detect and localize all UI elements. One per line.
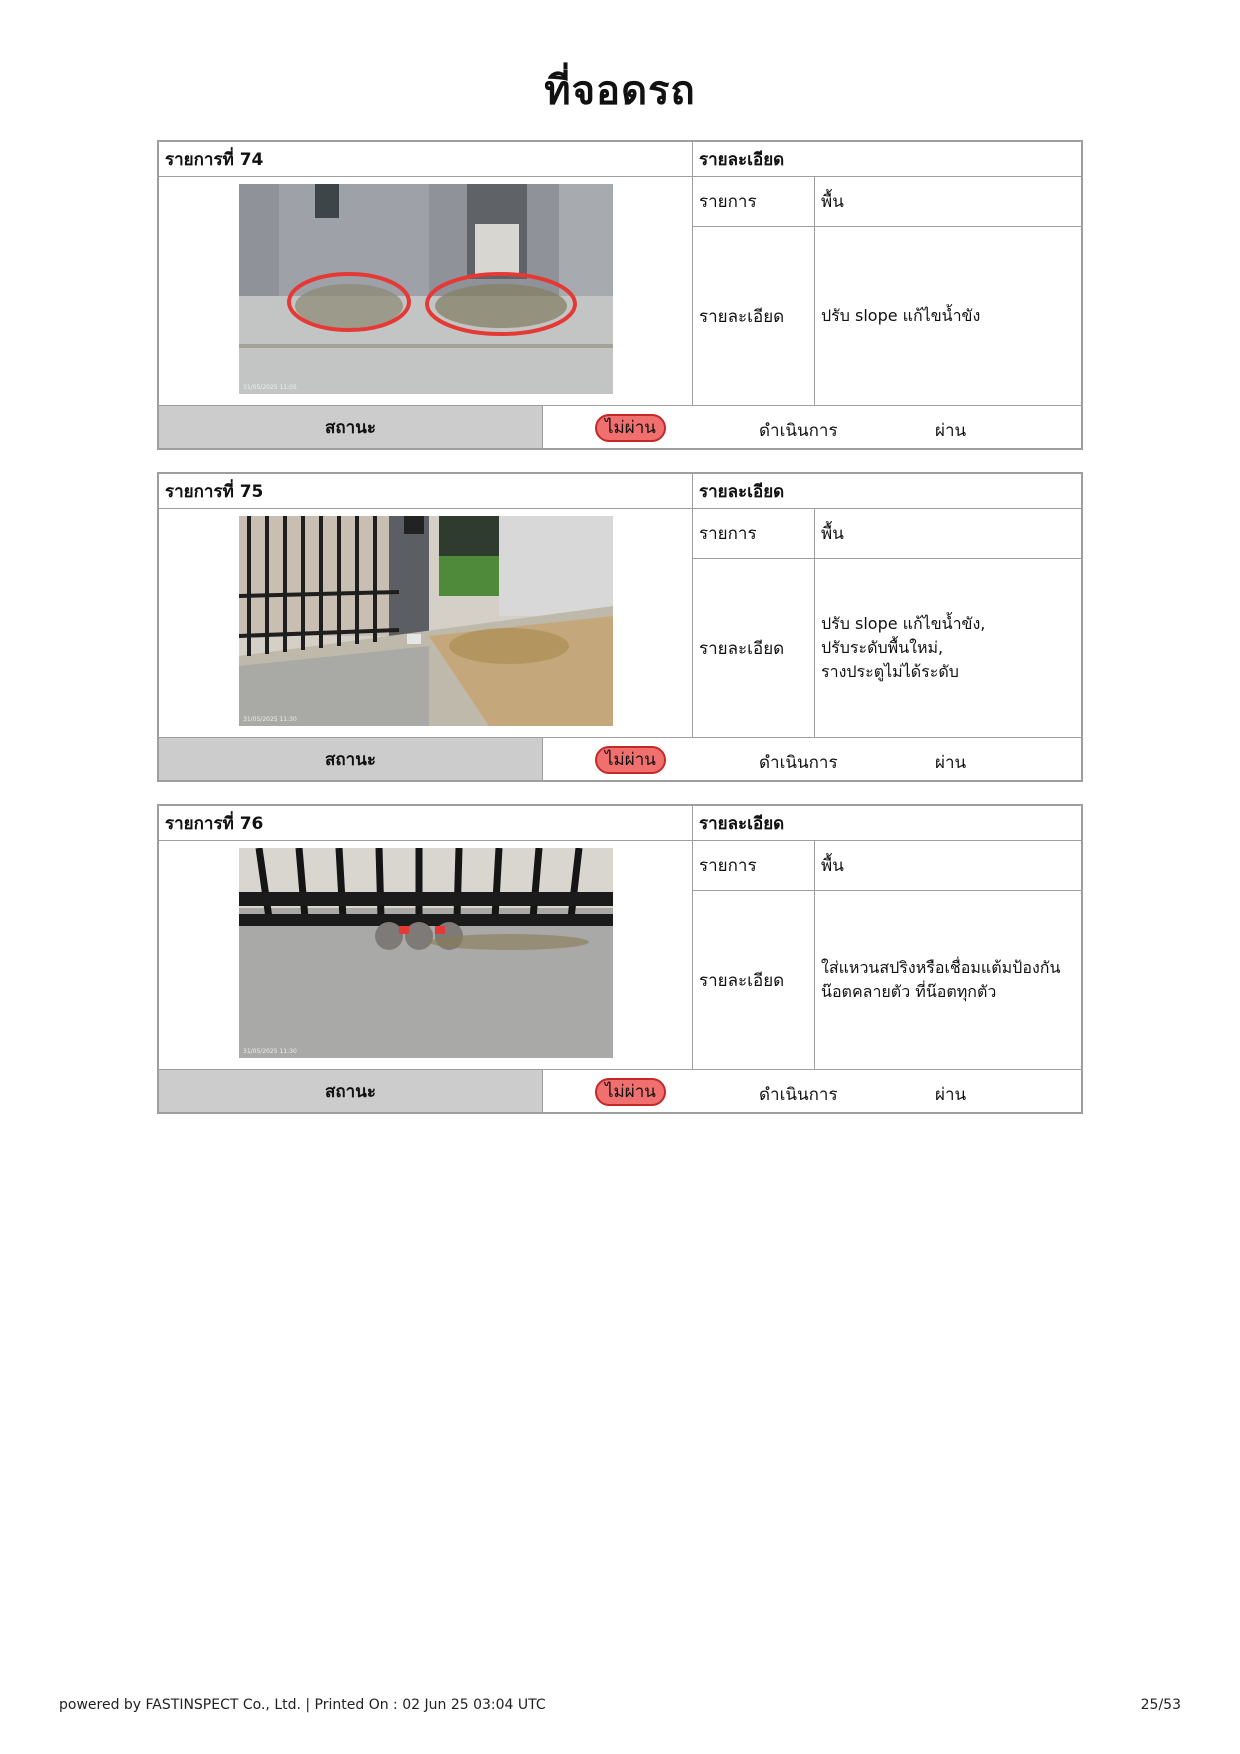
page-title: ที่จอดรถ — [544, 68, 696, 114]
detail-text: ปรับ slope แก้ไขน้ำขัง, ปรับระดับพื้นใหม่, รางประตูไม่ได้ระดับ — [821, 614, 986, 681]
defect-photo[interactable] — [239, 184, 613, 394]
detail-text: ใส่แหวนสปริงหรือเชื่อมแต้มป้องกัน น๊อตคลายตัว ที่น๊อตทุกตัว — [821, 958, 1061, 1001]
photo-timestamp: 31/05/2025 11:30 — [243, 1048, 297, 1055]
card-header — [159, 474, 1081, 509]
item-value: พื้น — [821, 856, 844, 876]
card-body — [159, 177, 1081, 406]
card-body — [159, 509, 1081, 738]
detail-label: รายละเอียด — [693, 559, 815, 737]
inspection-card-75 — [157, 472, 1083, 782]
status-label: สถานะ — [159, 1070, 543, 1112]
item-number: รายการที่ 76 — [159, 806, 693, 840]
fail-badge: ไม่ผ่าน — [595, 746, 666, 774]
detail-header: รายละเอียด — [699, 813, 785, 834]
defect-photo[interactable] — [239, 848, 613, 1058]
photo-cell — [159, 177, 693, 405]
status-row — [159, 738, 1081, 780]
action-label: ดำเนินการ — [759, 1085, 838, 1105]
item-label: รายการ — [693, 841, 815, 890]
card-header — [159, 806, 1081, 841]
inspection-card-74 — [157, 140, 1083, 450]
card-body — [159, 841, 1081, 1070]
footer-credit: powered by FASTINSPECT Co., Ltd. | Printed On : 02 Jun 25 03:04 UTC — [59, 1697, 546, 1713]
pass-label: ผ่าน — [935, 421, 967, 441]
fail-badge: ไม่ผ่าน — [595, 414, 666, 442]
action-label: ดำเนินการ — [759, 753, 838, 773]
photo-cell — [159, 509, 693, 737]
card-header — [159, 142, 1081, 177]
item-number: รายการที่ 74 — [159, 142, 693, 176]
detail-panel — [693, 177, 1081, 405]
detail-label: รายละเอียด — [693, 891, 815, 1069]
pass-label: ผ่าน — [935, 1085, 967, 1105]
action-label: ดำเนินการ — [759, 421, 838, 441]
detail-text: ปรับ slope แก้ไขน้ำขัง — [821, 306, 981, 325]
photo-timestamp: 31/05/2025 11:05 — [243, 384, 297, 391]
photo-timestamp: 31/05/2025 11:30 — [243, 716, 297, 723]
item-number: รายการที่ 75 — [159, 474, 693, 508]
page-number: 25/53 — [1140, 1697, 1181, 1713]
defect-photo[interactable] — [239, 516, 613, 726]
item-label: รายการ — [693, 177, 815, 226]
detail-header: รายละเอียด — [699, 149, 785, 170]
detail-panel — [693, 509, 1081, 737]
photo-cell — [159, 841, 693, 1069]
item-value: พื้น — [821, 192, 844, 212]
detail-panel — [693, 841, 1081, 1069]
item-label: รายการ — [693, 509, 815, 558]
status-row — [159, 406, 1081, 448]
detail-header: รายละเอียด — [699, 481, 785, 502]
status-label: สถานะ — [159, 406, 543, 448]
fail-badge: ไม่ผ่าน — [595, 1078, 666, 1106]
status-row — [159, 1070, 1081, 1112]
status-label: สถานะ — [159, 738, 543, 780]
inspection-card-76 — [157, 804, 1083, 1114]
item-value: พื้น — [821, 524, 844, 544]
pass-label: ผ่าน — [935, 753, 967, 773]
detail-label: รายละเอียด — [693, 227, 815, 405]
